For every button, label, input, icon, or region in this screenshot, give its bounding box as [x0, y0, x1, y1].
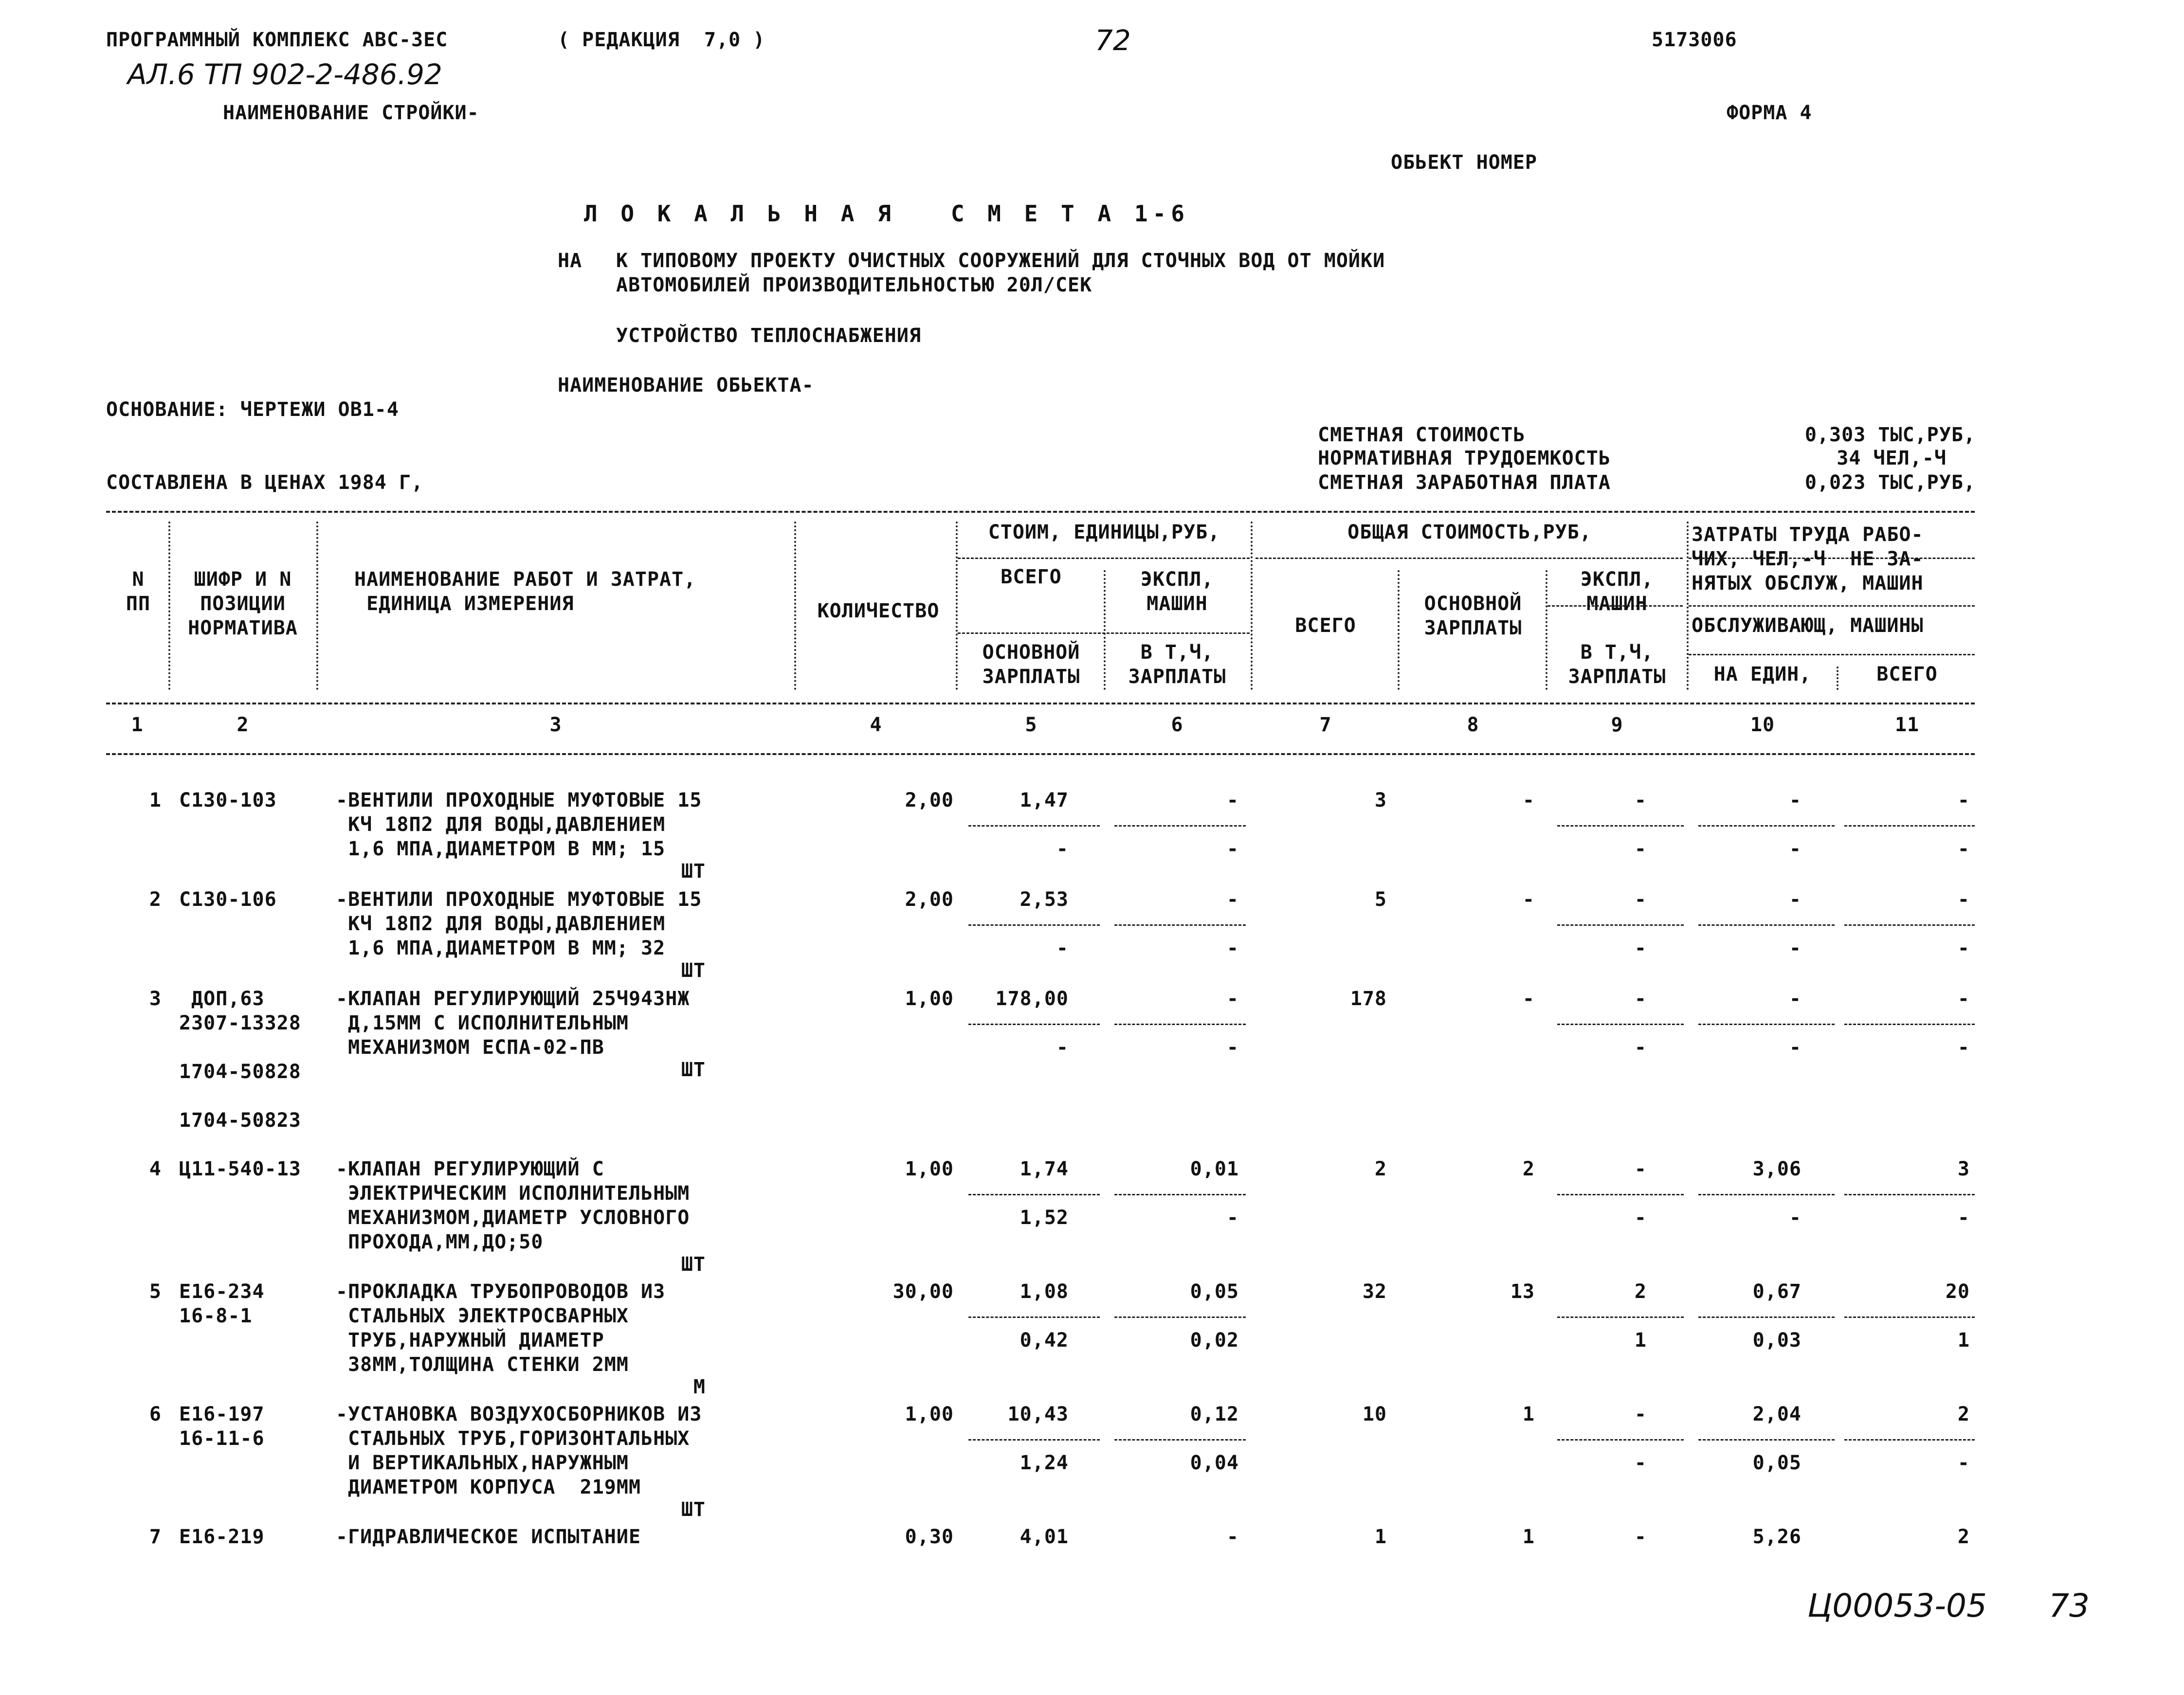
row-labor-unit-2: -	[1789, 1207, 1802, 1229]
col-header-labor-service: ОБСЛУЖИВАЮЩ, МАШИНЫ	[1692, 614, 1924, 637]
summary-value-wage: 0,023 ТЫС,РУБ,	[1804, 471, 1976, 494]
row-code: С130-106	[179, 888, 277, 911]
col-header-unit-total: ВСЕГО	[1001, 566, 1062, 588]
row-unit-mach-wage: 0,02	[1190, 1329, 1239, 1352]
cell-separator	[1557, 1316, 1684, 1318]
row-name: -КЛАПАН РЕГУЛИРУЮЩИЙ С ЭЛЕКТРИЧЕСКИМ ИСПОЛНИТЕЛЬНЫМ МЕХАНИЗМОМ,ДИАМЕТР УСЛОВНОГО ПРОХОДА,ММ,ДО;50	[336, 1158, 690, 1253]
row-number: 7	[149, 1526, 162, 1548]
row-name: -ВЕНТИЛИ ПРОХОДНЫЕ МУФТОВЫЕ 15 КЧ 18П2 ДЛЯ ВОДЫ,ДАВЛЕНИЕМ 1,6 МПА,ДИАМЕТРОМ В ММ; 15	[336, 789, 702, 860]
col-divider-3	[794, 522, 796, 690]
cell-separator	[1557, 1024, 1684, 1025]
row-total-wage: 2	[1522, 1158, 1535, 1180]
row-labor-unit: 5,26	[1752, 1526, 1802, 1548]
subject-line-2: АВТОМОБИЛЕЙ ПРОИЗВОДИТЕЛЬНОСТЬЮ 20Л/СЕК	[616, 274, 1092, 296]
row-labor-total: 20	[1945, 1280, 1970, 1303]
doc-code: 5173006	[1652, 29, 1737, 51]
col-number: 1	[131, 714, 144, 736]
col-header-labor: ЗАТРАТЫ ТРУДА РАБО- ЧИХ, ЧЕЛ,-Ч НЕ ЗА- НЯТЫХ ОБСЛУЖ, МАШИН	[1692, 523, 1924, 595]
row-total-wage: -	[1522, 988, 1535, 1010]
col-divider-6	[1251, 522, 1253, 690]
col-header-n: N ПП	[126, 568, 151, 615]
row-code: С130-103	[179, 789, 277, 811]
row-total: 2	[1374, 1158, 1387, 1180]
cell-separator	[1114, 1439, 1246, 1441]
row-total-wage: -	[1522, 888, 1535, 911]
row-number: 6	[149, 1403, 162, 1425]
col-divider-2	[316, 522, 318, 690]
form-label: ФОРМА 4	[1727, 102, 1812, 124]
row-labor-total-2: -	[1957, 1207, 1970, 1229]
header-bottom-rule	[106, 703, 1975, 704]
summary-label-wage: СМЕТНАЯ ЗАРАБОТНАЯ ПЛАТА	[1318, 471, 1611, 494]
col-number: 6	[1171, 714, 1183, 736]
row-unit: ШТ	[681, 1498, 706, 1521]
summary-label-cost: СМЕТНАЯ СТОИМОСТЬ	[1318, 424, 1526, 446]
row-total-mach: -	[1634, 1158, 1647, 1180]
cell-separator	[1698, 825, 1835, 827]
row-number: 1	[149, 789, 162, 811]
row-total: 178	[1350, 988, 1387, 1010]
row-unit-total: 1,47	[1019, 789, 1069, 811]
row-code: Е16-234 16-8-1	[179, 1280, 265, 1327]
row-qty: 0,30	[905, 1526, 954, 1548]
row-unit: ШТ	[681, 1253, 706, 1276]
row-total-mach: -	[1634, 888, 1647, 911]
row-name: -ВЕНТИЛИ ПРОХОДНЫЕ МУФТОВЫЕ 15 КЧ 18П2 ДЛЯ ВОДЫ,ДАВЛЕНИЕМ 1,6 МПА,ДИАМЕТРОМ В ММ; 32	[336, 888, 702, 959]
cell-separator	[1698, 924, 1835, 926]
row-labor-unit: 0,67	[1752, 1280, 1802, 1303]
row-name: -ГИДРАВЛИЧЕСКОЕ ИСПЫТАНИЕ	[336, 1526, 641, 1548]
col-header-unit-cost: СТОИМ, ЕДИНИЦЫ,РУБ,	[988, 521, 1220, 543]
row-labor-unit-2: -	[1789, 838, 1802, 860]
unit-cost-rule	[958, 558, 1250, 559]
row-unit-total: 1,08	[1019, 1280, 1069, 1303]
cell-separator	[1557, 1194, 1684, 1195]
labor-subrule-1	[1689, 605, 1975, 607]
row-total-mach: -	[1634, 988, 1647, 1010]
cell-separator	[1698, 1194, 1835, 1195]
page-number: 72	[1095, 24, 1131, 57]
row-labor-total: -	[1957, 888, 1970, 911]
row-unit-wage: -	[1056, 1036, 1069, 1059]
cell-separator	[968, 1024, 1100, 1025]
section-title: УСТРОЙСТВО ТЕПЛОСНАБЖЕНИЯ	[616, 325, 922, 347]
row-total-mach: -	[1634, 789, 1647, 811]
cell-separator	[1698, 1024, 1835, 1025]
row-unit-mach-wage: 0,04	[1190, 1452, 1239, 1474]
row-total-mach-wage: 1	[1634, 1329, 1647, 1352]
col-number: 3	[549, 714, 562, 736]
col-number: 11	[1894, 714, 1920, 736]
row-total: 5	[1374, 888, 1387, 911]
row-labor-total-2: -	[1957, 1036, 1970, 1059]
row-labor-total: 2	[1957, 1403, 1970, 1425]
row-name: -УСТАНОВКА ВОЗДУХОСБОРНИКОВ ИЗ СТАЛЬНЫХ ТРУБ,ГОРИЗОНТАЛЬНЫХ И ВЕРТИКАЛЬНЫХ,НАРУЖНЫМ ДИАМЕТРОМ КОРПУСА 219ММ	[336, 1403, 702, 1498]
col-header-name: НАИМЕНОВАНИЕ РАБОТ И ЗАТРАТ, ЕДИНИЦА ИЗМЕРЕНИЯ	[354, 568, 696, 615]
row-total: 32	[1362, 1280, 1387, 1303]
object-number-label: ОБЬЕКТ НОМЕР	[1391, 151, 1537, 174]
row-unit-total: 4,01	[1019, 1526, 1069, 1548]
cell-separator	[1557, 825, 1684, 827]
row-qty: 1,00	[905, 1403, 954, 1425]
row-labor-unit: 3,06	[1752, 1158, 1802, 1180]
row-unit-mach-wage: -	[1226, 1036, 1239, 1059]
sheet-number: 73	[2049, 1587, 2090, 1624]
cell-separator	[968, 1316, 1100, 1318]
row-labor-total: -	[1957, 789, 1970, 811]
row-unit-mach: -	[1226, 988, 1239, 1010]
row-unit: ШТ	[681, 959, 706, 982]
summary-value-labor: 34 ЧЕЛ,-Ч	[1837, 447, 1947, 469]
row-labor-unit-2: 0,03	[1752, 1329, 1802, 1352]
row-labor-total-2: -	[1957, 838, 1970, 860]
cell-separator	[968, 1194, 1100, 1195]
header-top-rule	[106, 511, 1975, 513]
cell-separator	[1557, 924, 1684, 926]
cell-separator	[1844, 1024, 1975, 1025]
cell-separator	[968, 1439, 1100, 1441]
col-header-qty: КОЛИЧЕСТВО	[817, 600, 940, 622]
col-number: 10	[1750, 714, 1775, 736]
row-unit: М	[693, 1376, 706, 1398]
row-labor-unit-2: -	[1789, 1036, 1802, 1059]
basis-line: ОСНОВАНИЕ: ЧЕРТЕЖИ ОВ1-4	[106, 398, 399, 421]
col-header-total: ВСЕГО	[1295, 614, 1356, 637]
row-unit: ШТ	[681, 860, 706, 883]
summary-label-labor: НОРМАТИВНАЯ ТРУДОЕМКОСТЬ	[1318, 447, 1611, 469]
col-header-unit-wage: ОСНОВНОЙ ЗАРПЛАТЫ	[982, 641, 1080, 688]
prices-line: СОСТАВЛЕНА В ЦЕНАХ 1984 Г,	[106, 471, 424, 494]
col-header-unit-mach-wage: В Т,Ч, ЗАРПЛАТЫ	[1128, 641, 1226, 688]
total-cost-rule	[1256, 558, 1683, 559]
col-header-labor-total: ВСЕГО	[1876, 663, 1938, 685]
col-divider-8	[1546, 570, 1547, 690]
col-divider-4	[956, 522, 958, 690]
row-qty: 1,00	[905, 1158, 954, 1180]
row-unit-mach: 0,05	[1190, 1280, 1239, 1303]
row-total-wage: 1	[1522, 1403, 1535, 1425]
col-header-total-mach: ЭКСПЛ, МАШИН	[1580, 568, 1654, 615]
row-code: Е16-219	[179, 1526, 265, 1548]
row-qty: 30,00	[892, 1280, 954, 1303]
row-labor-unit: -	[1789, 888, 1802, 911]
col-divider-9	[1687, 522, 1689, 690]
col-header-labor-unit: НА ЕДИН,	[1713, 663, 1812, 685]
cell-separator	[1844, 924, 1975, 926]
object-name-label: НАИМЕНОВАНИЕ ОБЬЕКТА-	[558, 374, 814, 397]
row-unit-mach-wage: -	[1226, 937, 1239, 959]
row-total-wage: 13	[1510, 1280, 1535, 1303]
row-total-mach-wage: -	[1634, 1036, 1647, 1059]
row-total-mach: -	[1634, 1403, 1647, 1425]
row-labor-total-2: -	[1957, 937, 1970, 959]
row-unit-total: 1,74	[1019, 1158, 1069, 1180]
col-number: 7	[1319, 714, 1332, 736]
row-code: Е16-197 16-11-6	[179, 1403, 265, 1450]
col-header-unit-mach: ЭКСПЛ, МАШИН	[1140, 568, 1214, 615]
cell-separator	[1114, 1316, 1246, 1318]
cell-separator	[1557, 1439, 1684, 1441]
row-unit-total: 178,00	[995, 988, 1069, 1010]
row-code: Ц11-540-13	[179, 1158, 301, 1180]
construction-label: НАИМЕНОВАНИЕ СТРОЙКИ-	[223, 102, 479, 124]
row-labor-total: 2	[1957, 1526, 1970, 1548]
col-header-total-cost: ОБЩАЯ СТОИМОСТЬ,РУБ,	[1347, 521, 1592, 543]
row-name: -КЛАПАН РЕГУЛИРУЮЩИЙ 25Ч943НЖ Д,15ММ С ИСПОЛНИТЕЛЬНЫМ МЕХАНИЗМОМ ЕСПА-02-ПВ	[336, 988, 690, 1059]
row-total-mach-wage: -	[1634, 838, 1647, 860]
cell-separator	[1114, 825, 1246, 827]
row-total-mach: -	[1634, 1526, 1647, 1548]
cell-separator	[1844, 1439, 1975, 1441]
row-unit-mach: 0,12	[1190, 1403, 1239, 1425]
col-header-total-mach-wage: В Т,Ч, ЗАРПЛАТЫ	[1568, 641, 1666, 688]
col-header-code: ШИФР И N ПОЗИЦИИ НОРМАТИВА	[188, 568, 298, 639]
row-labor-total: -	[1957, 988, 1970, 1010]
cell-separator	[1844, 825, 1975, 827]
col-number: 9	[1611, 714, 1623, 736]
row-number: 4	[149, 1158, 162, 1180]
row-unit-mach-wage: -	[1226, 838, 1239, 860]
row-total-mach-wage: -	[1634, 1207, 1647, 1229]
row-number: 5	[149, 1280, 162, 1303]
row-total-wage: -	[1522, 789, 1535, 811]
row-unit-wage: -	[1056, 838, 1069, 860]
row-qty: 1,00	[905, 988, 954, 1010]
row-number: 2	[149, 888, 162, 911]
row-labor-total-2: 1	[1957, 1329, 1970, 1352]
cell-separator	[1698, 1439, 1835, 1441]
cell-separator	[1114, 924, 1246, 926]
row-qty: 2,00	[905, 789, 954, 811]
col-number: 5	[1025, 714, 1037, 736]
row-unit-wage: 0,42	[1019, 1329, 1069, 1352]
summary-value-cost: 0,303 ТЫС,РУБ,	[1804, 424, 1976, 446]
row-qty: 2,00	[905, 888, 954, 911]
row-total: 10	[1362, 1403, 1387, 1425]
labor-subrule-2	[1689, 654, 1975, 655]
row-total-mach-wage: -	[1634, 937, 1647, 959]
row-labor-unit: 2,04	[1752, 1403, 1802, 1425]
col-divider-10	[1837, 667, 1838, 690]
row-unit-mach-wage: -	[1226, 1207, 1239, 1229]
row-unit-total: 2,53	[1019, 888, 1069, 911]
row-name: -ПРОКЛАДКА ТРУБОПРОВОДОВ ИЗ СТАЛЬНЫХ ЭЛЕКТРОСВАРНЫХ ТРУБ,НАРУЖНЫЙ ДИАМЕТР 38ММ,ТОЛЩИНА СТЕНКИ 2ММ	[336, 1280, 666, 1376]
album-reference: АЛ.6 ТП 902-2-486.92	[127, 58, 442, 91]
row-total-mach-wage: -	[1634, 1452, 1647, 1474]
stamp-code: Ц00053-05	[1807, 1587, 1987, 1624]
row-labor-total-2: -	[1957, 1452, 1970, 1474]
cell-separator	[1114, 1194, 1246, 1195]
col-number: 2	[237, 714, 249, 736]
row-unit-wage: 1,24	[1019, 1452, 1069, 1474]
cell-separator	[1114, 1024, 1246, 1025]
subject-line-1: К ТИПОВОМУ ПРОЕКТУ ОЧИСТНЫХ СООРУЖЕНИЙ ДЛЯ СТОЧНЫХ ВОД ОТ МОЙКИ	[616, 250, 1385, 272]
document-title: Л О К А Л Ь Н А Я С М Е Т А 1-6	[584, 200, 1189, 227]
row-labor-unit-2: -	[1789, 937, 1802, 959]
row-unit-wage: -	[1056, 937, 1069, 959]
row-labor-unit: -	[1789, 988, 1802, 1010]
row-unit-total: 10,43	[1007, 1403, 1069, 1425]
row-unit-mach: -	[1226, 789, 1239, 811]
row-unit-mach: -	[1226, 888, 1239, 911]
col-number: 8	[1467, 714, 1479, 736]
edition: ( РЕДАКЦИЯ 7,0 )	[558, 29, 765, 51]
col-header-total-wage: ОСНОВНОЙ ЗАРПЛАТЫ	[1424, 593, 1522, 639]
col-divider-7	[1398, 570, 1400, 690]
cell-separator	[968, 924, 1100, 926]
row-total: 1	[1374, 1526, 1387, 1548]
col-number: 4	[870, 714, 882, 736]
col-divider-1	[168, 522, 170, 690]
program-name: ПРОГРАММНЫЙ КОМПЛЕКС АВС-3ЕС	[106, 29, 448, 51]
row-number: 3	[149, 988, 162, 1010]
row-unit-mach: 0,01	[1190, 1158, 1239, 1180]
row-unit: ШТ	[681, 1059, 706, 1081]
row-labor-unit-2: 0,05	[1752, 1452, 1802, 1474]
cell-separator	[968, 825, 1100, 827]
row-total: 3	[1374, 789, 1387, 811]
numbers-bottom-rule	[106, 753, 1975, 755]
cell-separator	[1844, 1316, 1975, 1318]
cell-separator	[1698, 1316, 1835, 1318]
row-total-mach: 2	[1634, 1280, 1647, 1303]
row-total-wage: 1	[1522, 1526, 1535, 1548]
cell-separator	[1844, 1194, 1975, 1195]
row-unit-wage: 1,52	[1019, 1207, 1069, 1229]
row-unit-mach: -	[1226, 1526, 1239, 1548]
row-labor-total: 3	[1957, 1158, 1970, 1180]
row-code: ДОП,63 2307-13328 1704-50828 1704-50823	[179, 988, 301, 1132]
na-label: НА	[558, 250, 582, 272]
row-labor-unit: -	[1789, 789, 1802, 811]
